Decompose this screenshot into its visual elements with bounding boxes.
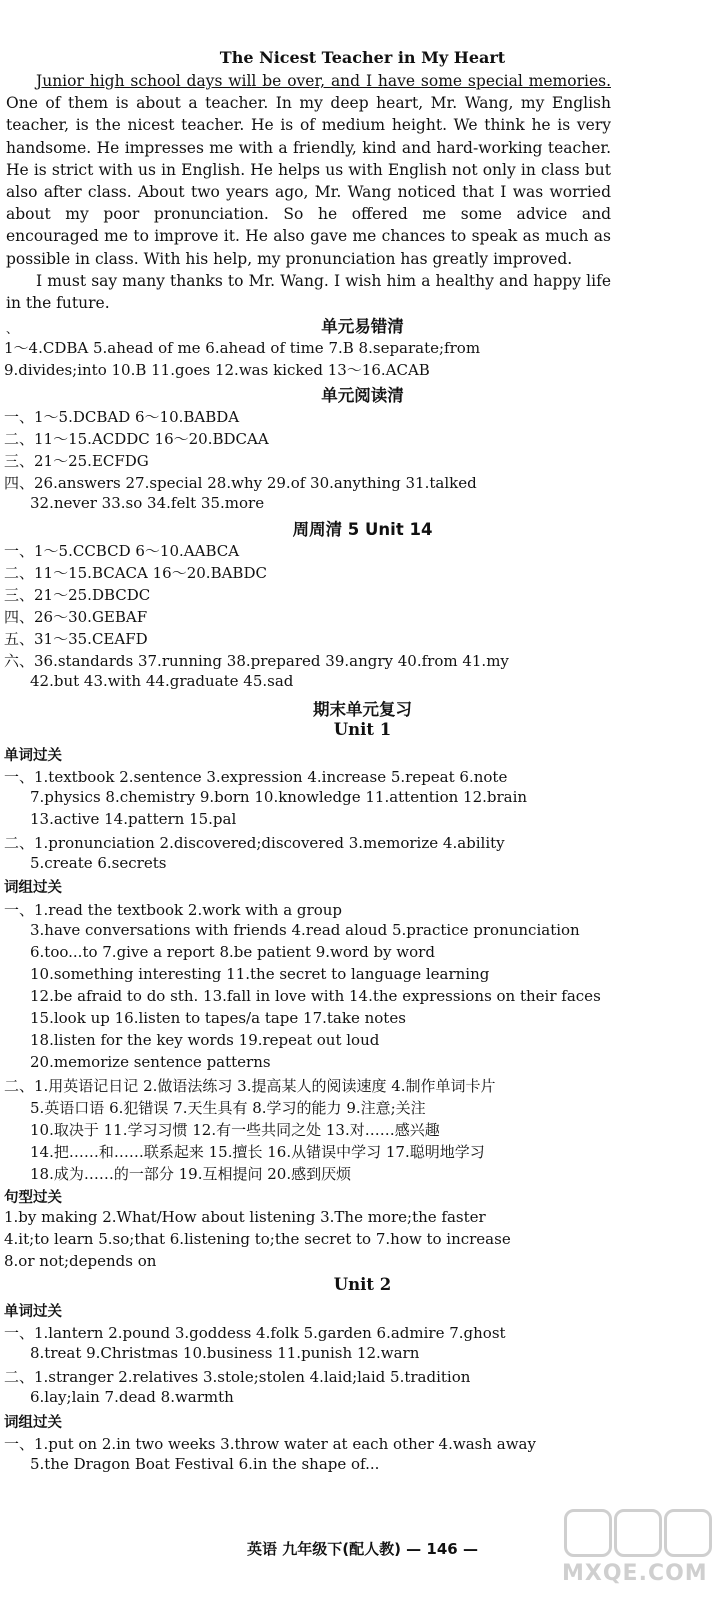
- watermark-box-icon: [564, 1509, 612, 1557]
- answer-line: 14.把……和……联系起来 15.擅长 16.从错误中学习 17.聪明地学习: [30, 1143, 485, 1161]
- answer-line: 一、1.read the textbook 2.work with a group: [4, 901, 342, 919]
- answer-line: 3.have conversations with friends 4.read aloud 5.practice pronunciation: [30, 921, 580, 939]
- essay-paragraph-1: [6, 70, 611, 270]
- watermark-box-icon: [664, 1509, 712, 1557]
- answer-line: 三、21～25.ECFDG: [4, 452, 149, 470]
- watermark-logo: [560, 1505, 720, 1595]
- answer-line: 五、31～35.CEAFD: [4, 630, 148, 648]
- subheading-phrases: 词组过关: [4, 880, 62, 896]
- answer-line: 13.active 14.pattern 15.pal: [30, 810, 237, 828]
- answer-line: 15.look up 16.listen to tapes/a tape 17.take notes: [30, 1009, 406, 1027]
- answer-line: 9.divides;into 10.B 11.goes 12.was kicked 13～16.ACAB: [4, 361, 430, 379]
- essay-title: The Nicest Teacher in My Heart: [219, 48, 506, 67]
- answer-line: 18.成为……的一部分 19.互相提问 20.感到厌烦: [30, 1165, 352, 1183]
- unit-heading: Unit 2: [333, 1275, 392, 1294]
- answer-line: 1～4.CDBA 5.ahead of me 6.ahead of time 7.B 8.separate;from: [4, 339, 481, 357]
- subheading-words: 单词过关: [4, 748, 62, 764]
- essay-body: [6, 70, 611, 314]
- answer-line: 32.never 33.so 34.felt 35.more: [30, 494, 265, 512]
- answer-line: 二、1.用英语记日记 2.做语法练习 3.提高某人的阅读速度 4.制作单词卡片: [4, 1077, 496, 1095]
- answer-line: 六、36.standards 37.running 38.prepared 39.angry 40.from 41.my: [4, 652, 509, 670]
- essay-paragraph-2: I must say many thanks to Mr. Wang. I wish him a healthy and happy life in the future.: [6, 271, 611, 313]
- answer-line: 18.listen for the key words 19.repeat out loud: [30, 1031, 380, 1049]
- page-footer: 英语 九年级下(配人教) — 146 —: [247, 1540, 478, 1558]
- section-heading-errors: 单元易错清: [321, 317, 404, 336]
- answer-line: 二、11～15.ACDDC 16～20.BDCAA: [4, 430, 269, 448]
- answer-line: 4.it;to learn 5.so;that 6.listening to;the secret to 7.how to increase: [4, 1230, 511, 1248]
- answer-line: 四、26～30.GEBAF: [4, 608, 148, 626]
- section-heading-reading: 单元阅读清: [321, 386, 404, 405]
- watermark-text: MXQE.COM: [562, 1561, 708, 1586]
- watermark-box-icon: [614, 1509, 662, 1557]
- answer-line: 二、11～15.BCACA 16～20.BABDC: [4, 564, 267, 582]
- answer-line: 1.by making 2.What/How about listening 3.The more;the faster: [4, 1208, 486, 1226]
- stray-mark: 、: [6, 322, 19, 336]
- answer-line: 三、21～25.DBCDC: [4, 586, 151, 604]
- answer-line: 42.but 43.with 44.graduate 45.sad: [30, 672, 294, 690]
- answer-line: 四、26.answers 27.special 28.why 29.of 30.anything 31.talked: [4, 474, 477, 492]
- answer-line: 一、1.textbook 2.sentence 3.expression 4.increase 5.repeat 6.note: [4, 768, 508, 786]
- essay-underlined-sentence: Junior high school days will be over, and I have some special memories.: [36, 72, 611, 90]
- answer-line: 一、1.put on 2.in two weeks 3.throw water at each other 4.wash away: [4, 1435, 536, 1453]
- answer-line: 8.treat 9.Christmas 10.business 11.punish 12.warn: [30, 1344, 420, 1362]
- answer-line: 5.英语口语 6.犯错误 7.天生具有 8.学习的能力 9.注意;关注: [30, 1099, 426, 1117]
- answer-line: 5.the Dragon Boat Festival 6.in the shape of...: [30, 1455, 380, 1473]
- answer-line: 10.something interesting 11.the secret to language learning: [30, 965, 490, 983]
- answer-line: 8.or not;depends on: [4, 1252, 157, 1270]
- answer-line: 一、1.lantern 2.pound 3.goddess 4.folk 5.garden 6.admire 7.ghost: [4, 1324, 506, 1342]
- answer-line: 12.be afraid to do sth. 13.fall in love with 14.the expressions on their faces: [30, 987, 601, 1005]
- answer-line: 一、1～5.DCBAD 6～10.BABDA: [4, 408, 240, 426]
- subheading-words: 单词过关: [4, 1304, 62, 1320]
- answer-line: 6.lay;lain 7.dead 8.warmth: [30, 1388, 234, 1406]
- answer-line: 10.取决于 11.学习习惯 12.有一些共同之处 13.对……感兴趣: [30, 1121, 440, 1139]
- answer-line: 7.physics 8.chemistry 9.born 10.knowledge 11.attention 12.brain: [30, 788, 528, 806]
- subheading-phrases: 词组过关: [4, 1415, 62, 1431]
- answer-line: 6.too...to 7.give a report 8.be patient 9.word by word: [30, 943, 435, 961]
- answer-line: 一、1～5.CCBCD 6～10.AABCA: [4, 542, 240, 560]
- unit-heading: Unit 1: [333, 720, 392, 739]
- answer-line: 5.create 6.secrets: [30, 854, 167, 872]
- section-heading-weekly: 周周清 5 Unit 14: [292, 520, 433, 539]
- essay-paragraph-1-rest: One of them is about a teacher. In my deep heart, Mr. Wang, my English teacher, is the nicest teacher. He is of medium height. We think he is very handsome. He impresses me with a friendly, kind and hard-working teacher. He is strict with us in English. He helps us with English not only in class but also after class. About two years ago, Mr. Wang noticed that I was worried about my poor pronunciation. So he offered me some advice and encouraged me to improve it. He also gave me chances to speak as much as possible in class. With his help, my pronunciation has greatly improved.: [6, 94, 611, 268]
- answer-line: 二、1.pronunciation 2.discovered;discovered 3.memorize 4.ability: [4, 834, 505, 852]
- subheading-sentences: 句型过关: [4, 1190, 62, 1206]
- section-heading-final-review: 期末单元复习: [313, 700, 412, 719]
- answer-line: 二、1.stranger 2.relatives 3.stole;stolen 4.laid;laid 5.tradition: [4, 1368, 471, 1386]
- answer-line: 20.memorize sentence patterns: [30, 1053, 271, 1071]
